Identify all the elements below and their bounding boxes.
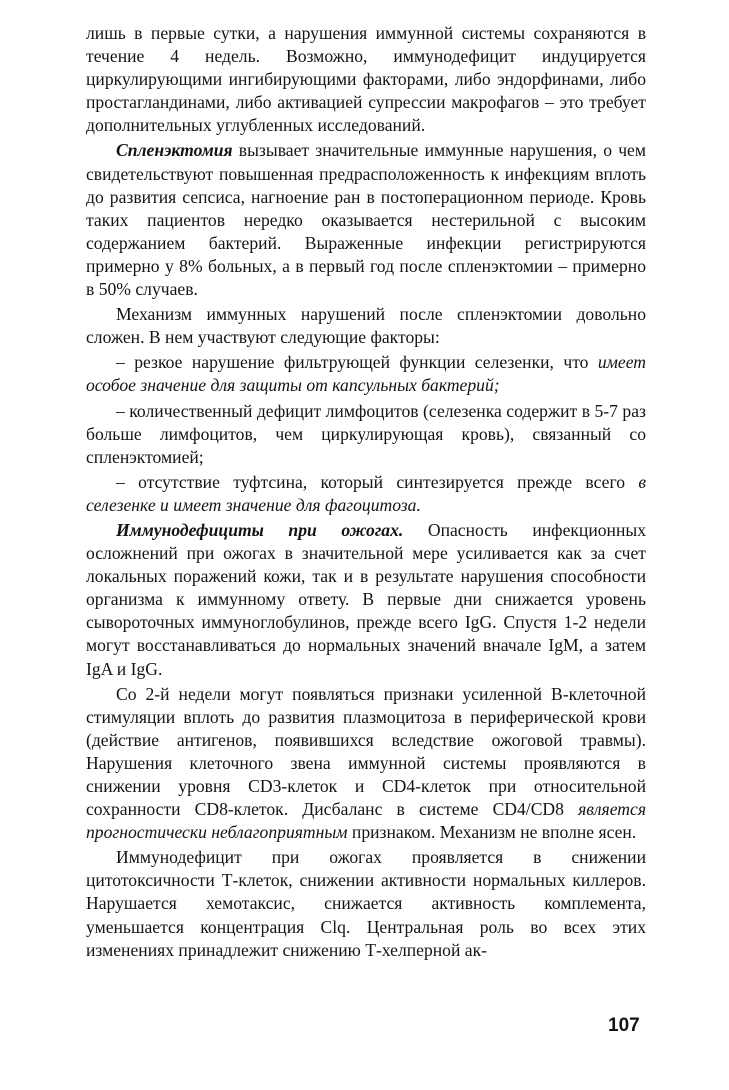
list-item-filtration-italic: имеет особое значение для защиты от капсульных бактерий; — [86, 352, 646, 396]
list-item-filtration — [86, 351, 646, 397]
book-page — [86, 22, 646, 962]
paragraph-burns — [86, 519, 646, 681]
paragraph-cytotoxicity: Иммунодефицит при ожогах проявляется в снижении цитотоксичности Т-клеток, снижении активности нормальных киллеров. Нарушается хемотаксис, снижается активность комплемента, уменьшается концентрация Clq. Центральная роль во всех этих изменениях принадлежит снижению Т-хелперной ак- — [86, 847, 646, 960]
list-item-tuftsin-italic: в селезенке и имеет значение для фагоцитоза. — [86, 471, 646, 515]
page-number: 107 — [608, 1015, 640, 1036]
paragraph-splenectomy-text: вызывает значительные иммунные нарушения, о чем свидетельствуют повышенная предрасположенность к инфекциям вплоть до развития сепсиса, нагноение ран в постоперационном периоде. Кровь таких пациентов нередко оказывается нестерильной с высоким содержанием бактерий. Выраженные инфекции регистрируются примерно у 8% больных, а в первый год после спленэктомии – примерно в 50% случаев. — [86, 140, 646, 300]
paragraph-b-cell-end: признаком. Механизм не вполне ясен. — [347, 822, 637, 843]
paragraph-continuation: лишь в первые сутки, а нарушения иммунной системы сохраняются в течение 4 недель. Возможно, иммунодефицит индуцируется циркулирующими ингибирующими факторами, либо эндорфинами, либо простагландинами, либо активацией супрессии макрофагов – это требует дополнительных углубленных исследований. — [86, 23, 646, 136]
paragraph-splenectomy — [86, 139, 646, 301]
paragraph-b-cell — [86, 683, 646, 845]
list-item-filtration-text: – резкое нарушение фильтрующей функции селезенки, что — [116, 352, 598, 373]
paragraph-b-cell-italic: является прогностически неблагоприятным — [86, 799, 646, 843]
paragraph-burns-text: Опасность инфекционных осложнений при ожогах в значительной мере усиливается как за счет локальных поражений кожи, так и в результате нарушения способности организма к иммунному ответу. В первые дни снижается уровень сывороточных иммуноглобулинов, прежде всего IgG. Спустя 1-2 недели могут восстанавливаться до нормальных значений вначале IgM, а затем IgA и IgG. — [86, 519, 646, 679]
list-item-lymphocytes: – количественный дефицит лимфоцитов (селезенка содержит в 5-7 раз больше лимфоцитов, чем циркулирующая кровь), связанный со спленэктомией; — [86, 400, 646, 467]
term-burns: Иммунодефициты при ожогах. — [116, 519, 404, 540]
list-item-tuftsin — [86, 471, 646, 517]
paragraph-mechanism: Механизм иммунных нарушений после спленэктомии довольно сложен. В нем участвуют следующие факторы: — [86, 304, 646, 348]
term-splenectomy: Спленэктомия — [116, 140, 233, 161]
paragraph-b-cell-text: Со 2-й недели могут появляться признаки усиленной В-клеточной стимуляции вплоть до развития плазмоцитоза в периферической крови (действие антигенов, появившихся вследствие ожоговой травмы). Нарушения клеточного звена иммунной системы проявляются в снижении уровня CD3-клеток и CD4-клеток при относительной сохранности CD8-клеток. Дисбаланс в системе CD4/CD8 — [86, 683, 646, 820]
list-item-tuftsin-text: – отсутствие туфтсина, который синтезируется прежде всего — [116, 471, 639, 492]
